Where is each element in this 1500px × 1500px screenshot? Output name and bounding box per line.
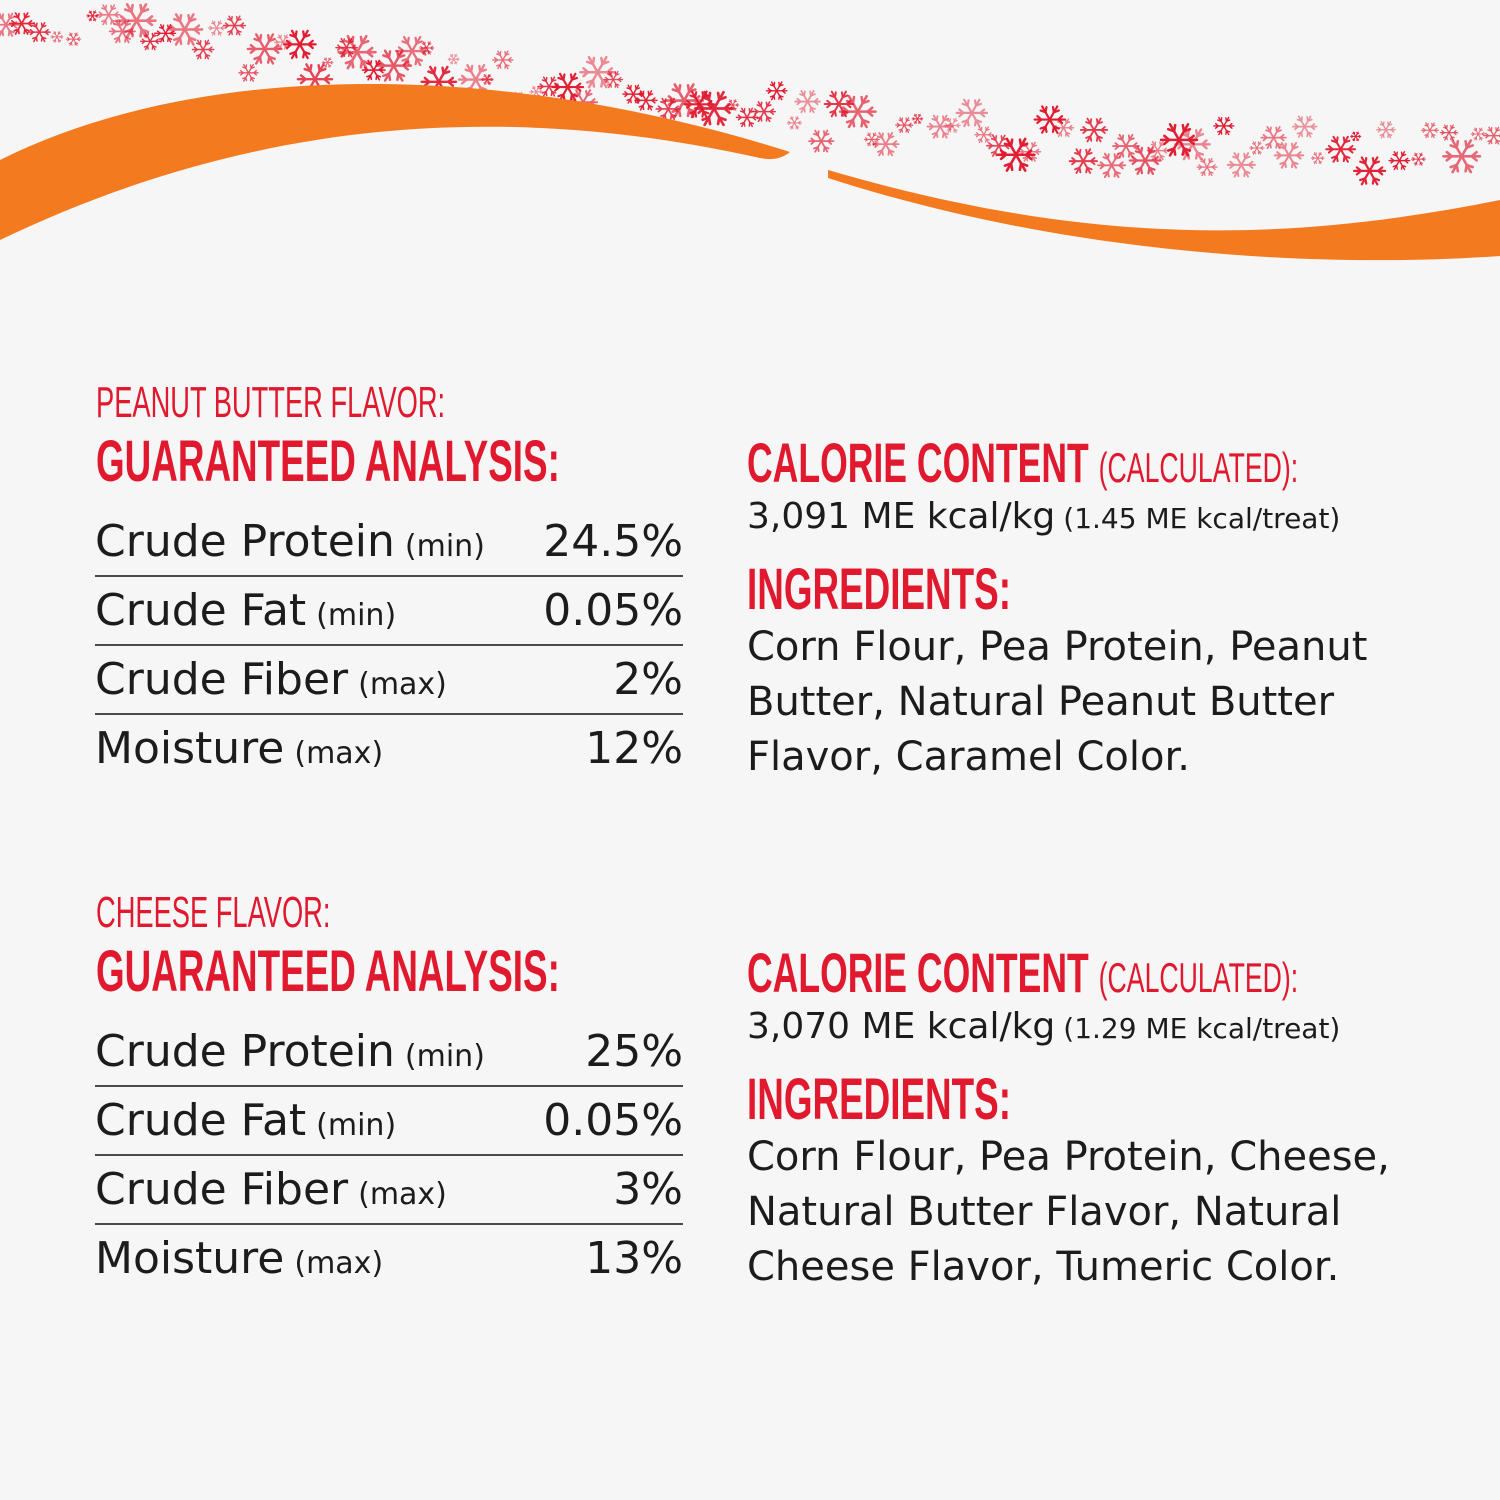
- calorie-per-treat: (1.29 ME kcal/treat): [1063, 1012, 1341, 1045]
- snowflake-icon: [787, 117, 801, 129]
- calorie-content-title: [747, 940, 1298, 1005]
- snowflake-icon: [87, 11, 98, 21]
- snowflake-icon: [66, 33, 80, 45]
- snowflake-icon: [957, 100, 987, 126]
- snowflake-icon: [767, 82, 787, 100]
- nutrient-qualifier: (max): [358, 667, 447, 702]
- nutrient-qualifier: (min): [404, 529, 485, 564]
- calorie-values: [747, 1006, 1340, 1047]
- snowflake-icon: [795, 91, 820, 112]
- snowflake-icon: [1035, 106, 1065, 132]
- snowflake-icon: [1081, 119, 1107, 142]
- snowflake-icon: [376, 51, 410, 81]
- snowflake-icon: [912, 114, 923, 123]
- ingredients-line: Cheese Flavor, Tumeric Color.: [747, 1244, 1340, 1290]
- table-row: [95, 1156, 683, 1225]
- snowflake-icon: [1389, 152, 1409, 170]
- calorie-title: CALORIE CONTENT: [747, 431, 1089, 494]
- snowflake-icon: [1293, 116, 1317, 136]
- nutrient-name: Crude Protein: [95, 1026, 395, 1077]
- nutrient-value: 2%: [613, 654, 683, 705]
- ingredients-line: Corn Flour, Pea Protein, Cheese,: [747, 1134, 1390, 1180]
- snowflake-icon: [1440, 125, 1457, 140]
- snowflake-icon: [840, 96, 875, 127]
- holiday-banner: [0, 0, 1500, 300]
- snowflake-icon: [1484, 127, 1500, 144]
- ingredients-line: Corn Flour, Pea Protein, Peanut: [747, 624, 1368, 670]
- ingredients-title: INGREDIENTS:: [747, 1067, 1011, 1132]
- calorie-main: 3,070 ME kcal/kg: [747, 1006, 1056, 1047]
- ingredients-title: INGREDIENTS:: [747, 557, 1011, 622]
- snowflake-icon: [1228, 153, 1255, 177]
- snowflake-icon: [809, 131, 833, 152]
- nutrient-qualifier: (max): [294, 736, 384, 771]
- snowflake-icon: [1411, 153, 1425, 165]
- table-row: [95, 646, 683, 715]
- snowflake-icon: [896, 118, 913, 133]
- snowflake-icon: [224, 16, 246, 35]
- nutrient-qualifier: (min): [316, 1108, 397, 1143]
- orange-swoosh-left: [0, 84, 790, 240]
- snowflake-icon: [396, 37, 428, 65]
- nutrient-qualifier: (max): [358, 1177, 447, 1212]
- nutrient-name: Moisture: [95, 1233, 285, 1284]
- snowflake-icon: [167, 14, 202, 44]
- snowflake-icon: [1471, 128, 1485, 140]
- snowflake-icon: [975, 127, 993, 142]
- snowflake-icon: [192, 40, 213, 58]
- guaranteed-analysis-table: [95, 1018, 683, 1292]
- nutrient-value: 13%: [585, 1233, 683, 1284]
- calorie-per-treat: (1.45 ME kcal/treat): [1063, 502, 1341, 535]
- ingredients-text: [747, 1130, 1447, 1295]
- flavor-title: CHEESE FLAVOR:: [96, 888, 331, 937]
- nutrient-value: 0.05%: [543, 1095, 683, 1146]
- snowflake-icon: [1113, 135, 1139, 157]
- snowflake-icon: [1326, 137, 1355, 162]
- snowflake-icon: [208, 21, 224, 35]
- calorie-values: [747, 496, 1340, 537]
- table-row: [95, 1018, 683, 1087]
- nutrient-qualifier: (max): [294, 1246, 384, 1281]
- nutrient-name: Crude Fat: [95, 1095, 307, 1146]
- snowflake-icon: [580, 57, 615, 87]
- snowflake-icon: [1377, 122, 1396, 138]
- ingredients-line: Natural Butter Flavor, Natural: [747, 1189, 1342, 1235]
- snowflake-icon: [1175, 130, 1209, 160]
- nutrient-value: 3%: [613, 1164, 683, 1215]
- orange-swoosh-right: [828, 170, 1500, 260]
- nutrient-qualifier: (min): [404, 1039, 485, 1074]
- ingredients-line: Flavor, Caramel Color.: [747, 734, 1190, 780]
- flavor-title: PEANUT BUTTER FLAVOR:: [96, 378, 446, 427]
- nutrient-name: Crude Protein: [95, 516, 395, 567]
- ingredients-line: Butter, Natural Peanut Butter: [747, 679, 1335, 725]
- table-row: [95, 1087, 683, 1156]
- nutrient-name: Moisture: [95, 723, 285, 774]
- snowflake-icon: [239, 65, 258, 82]
- snowflake-icon: [51, 32, 63, 43]
- snowflake-icon: [448, 54, 459, 64]
- table-row: [95, 508, 683, 577]
- snowflake-icon: [1054, 119, 1074, 136]
- nutrient-value: 12%: [585, 723, 683, 774]
- snowflake-icon: [1098, 154, 1125, 177]
- snowflake-icon: [1250, 142, 1264, 154]
- snowflake-icon: [1351, 132, 1361, 141]
- snowflake-icon: [1354, 157, 1385, 184]
- guaranteed-analysis-title: GUARANTEED ANALYSIS:: [96, 939, 560, 1004]
- nutrient-qualifier: (min): [316, 598, 397, 633]
- nutrient-value: 25%: [585, 1026, 683, 1077]
- calorie-title: CALORIE CONTENT: [747, 941, 1089, 1004]
- nutrient-value: 24.5%: [543, 516, 683, 567]
- snowflake-icon: [1311, 153, 1324, 164]
- snowflake-icon: [753, 102, 775, 121]
- snowflake-icon: [1070, 149, 1097, 173]
- snowflake-icon: [493, 51, 513, 68]
- snowflake-icon: [248, 34, 281, 63]
- snowflake-icon: [284, 31, 315, 58]
- nutrient-name: Crude Fat: [95, 585, 307, 636]
- snowflake-icon: [1444, 141, 1480, 173]
- snowflake-icon: [927, 116, 952, 138]
- snowflake-icon: [1422, 123, 1439, 138]
- guaranteed-analysis-title: GUARANTEED ANALYSIS:: [96, 429, 560, 494]
- calorie-subtitle: (CALCULATED):: [1098, 954, 1299, 1001]
- table-row: [95, 577, 683, 646]
- nutrient-name: Crude Fiber: [95, 654, 349, 705]
- snowflake-icon: [604, 72, 623, 88]
- snowflake-icon: [873, 133, 899, 155]
- snowflake-icon: [1197, 159, 1217, 176]
- calorie-content-title: [747, 430, 1298, 495]
- nutrient-name: Crude Fiber: [95, 1164, 349, 1215]
- snowflake-icon: [695, 92, 733, 125]
- calorie-subtitle: (CALCULATED):: [1098, 444, 1299, 491]
- calorie-main: 3,091 ME kcal/kg: [747, 496, 1056, 537]
- table-row: [95, 1225, 683, 1292]
- guaranteed-analysis-table: [95, 508, 683, 782]
- ingredients-text: [747, 620, 1447, 785]
- nutrient-value: 0.05%: [543, 585, 683, 636]
- snowflake-icon: [1214, 117, 1234, 134]
- table-row: [95, 715, 683, 782]
- snowflake-icon: [10, 13, 34, 34]
